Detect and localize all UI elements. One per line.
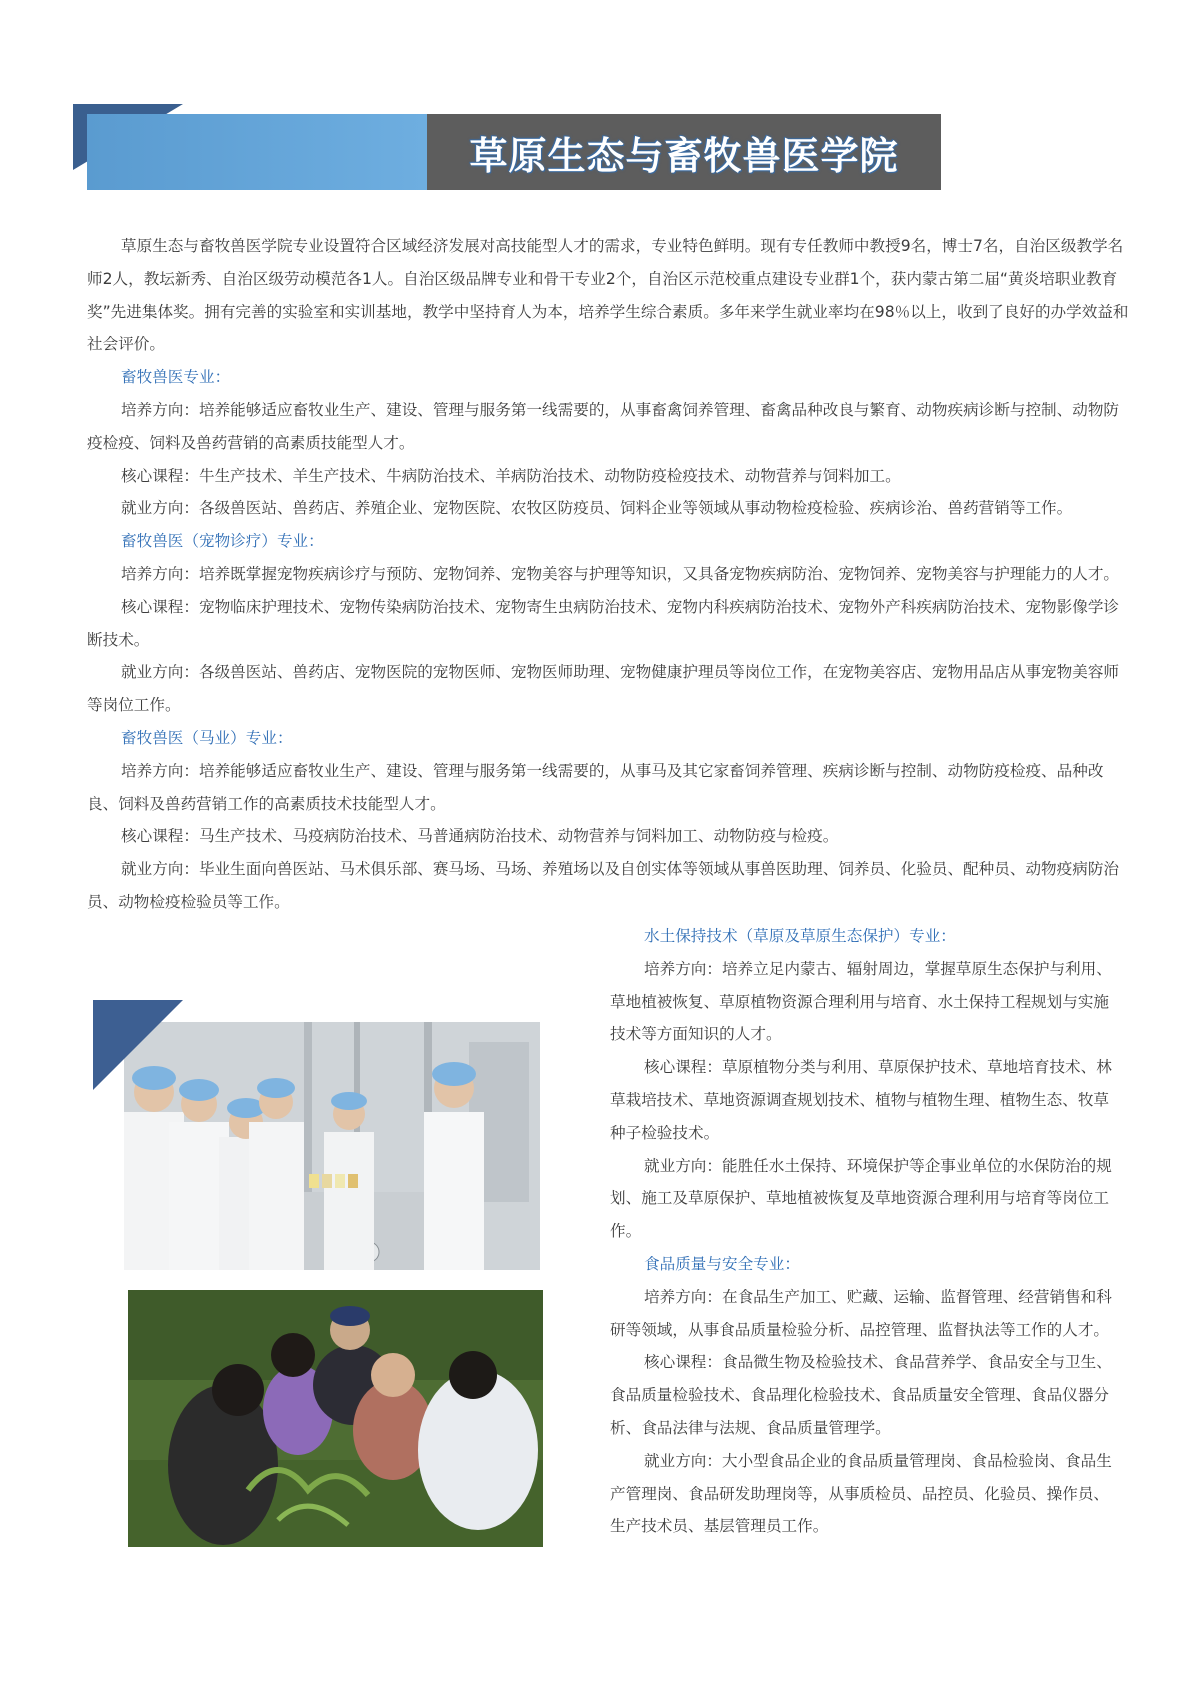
right-column-text [610,920,1115,1543]
major-title: 水土保持技术（草原及草原生态保护）专业： [644,927,956,945]
header-blue-band [87,114,427,190]
major-jobs: 就业方向：各级兽医站、兽药店、宠物医院的宠物医师、宠物医师助理、宠物健康护理员等岗位工作，在宠物美容店、宠物用品店从事宠物美容师等岗位工作。 [87,663,1120,715]
major-jobs: 就业方向：各级兽医站、兽药店、养殖企业、宠物医院、农牧区防疫员、饲料企业等领域从事动物检疫检验、疾病诊治、兽药营销等工作。 [121,499,1073,518]
major-jobs: 就业方向：能胜任水土保持、环境保护等企事业单位的水保防治的规划、施工及草原保护、草地植被恢复及草地资源合理利用与培育等岗位工作。 [610,1156,1112,1241]
major-courses: 核心课程：草原植物分类与利用、草原保护技术、草地培育技术、林草栽培技术、草地资源调查规划技术、植物与植物生理、植物生态、牧草种子检验技术。 [610,1058,1112,1142]
page-title: 草原生态与畜牧兽医学院 [469,133,899,178]
major-title: 畜牧兽医（马业）专业： [121,728,293,747]
lab-photo-illustration [124,1022,540,1270]
major-training: 培养方向：培养立足内蒙古、辐射周边，掌握草原生态保护与利用、草地植被恢复、草原植物资源合理利用与培育、水土保持工程规划与实施技术等方面知识的人才。 [610,959,1112,1044]
major-courses: 核心课程：马生产技术、马疫病防治技术、马普通病防治技术、动物营养与饲料加工、动物防疫与检疫。 [121,827,839,846]
major-jobs: 就业方向：毕业生面向兽医站、马术俱乐部、赛马场、马场、养殖场以及自创实体等领域从事兽医助理、饲养员、化验员、配种员、动物疫病防治员、动物检疫检验员等工作。 [87,860,1120,911]
header-title-band [427,114,941,190]
major-courses: 核心课程：牛生产技术、羊生产技术、牛病防治技术、羊病防治技术、动物防疫检疫技术、动物营养与饲料加工。 [121,466,901,485]
major-courses: 核心课程：食品微生物及检验技术、食品营养学、食品安全与卫生、食品质量检验技术、食品理化检验技术、食品质量安全管理、食品仪器分析、食品法律与法规、食品质量管理学。 [610,1353,1112,1437]
major-training: 培养方向：培养既掌握宠物疾病诊疗与预防、宠物饲养、宠物美容与护理等知识，又具备宠物疾病防治、宠物饲养、宠物美容与护理能力的人才。 [121,564,1120,583]
major-title: 食品质量与安全专业： [644,1254,800,1273]
major-training: 培养方向：在食品生产加工、贮藏、运输、监督管理、经营销售和科研等领域，从事食品质量检验分析、品控管理、监督执法等工作的人才。 [610,1287,1112,1339]
major-courses: 核心课程：宠物临床护理技术、宠物传染病防治技术、宠物寄生虫病防治技术、宠物内科疾病防治技术、宠物外产科疾病防治技术、宠物影像学诊断技术。 [87,597,1120,649]
lab-photo [124,1022,540,1270]
major-training: 培养方向：培养能够适应畜牧业生产、建设、管理与服务第一线需要的，从事马及其它家畜饲养管理、疾病诊断与控制、动物防疫检疫、品种改良、饲料及兽药营销工作的高素质技术技能型人才。 [87,761,1104,813]
major-title: 畜牧兽医（宠物诊疗）专业： [121,532,324,551]
major-title: 畜牧兽医专业： [121,368,231,387]
intro-paragraph: 草原生态与畜牧兽医学院专业设置符合区域经济发展对高技能型人才的需求，专业特色鲜明。现有专任教师中教授9名，博士7名，自治区级教学名师2人，教坛新秀、自治区级劳动模范各1人。自治区级品牌专业和骨干专业2个，自治区示范校重点建设专业群1个，获内蒙古第二届“黄炎培职业教育奖”先进集体奖。拥有完善的实验室和实训基地，教学中坚持育人为本，培养学生综合素质。多年来学生就业率均在98％以上，收到了良好的办学效益和社会评价。 [87,237,1129,354]
field-photo-illustration [128,1290,543,1547]
major-jobs: 就业方向：大小型食品企业的食品质量管理岗、食品检验岗、食品生产管理岗、食品研发助理岗等，从事质检员、品控员、化验员、操作员、生产技术员、基层管理员工作。 [610,1451,1112,1536]
major-training: 培养方向：培养能够适应畜牧业生产、建设、管理与服务第一线需要的，从事畜禽饲养管理、畜禽品种改良与繁育、动物疾病诊断与控制、动物防疫检疫、饲料及兽药营销的高素质技能型人才。 [87,400,1120,452]
field-photo [128,1290,543,1547]
main-text [87,230,1132,919]
